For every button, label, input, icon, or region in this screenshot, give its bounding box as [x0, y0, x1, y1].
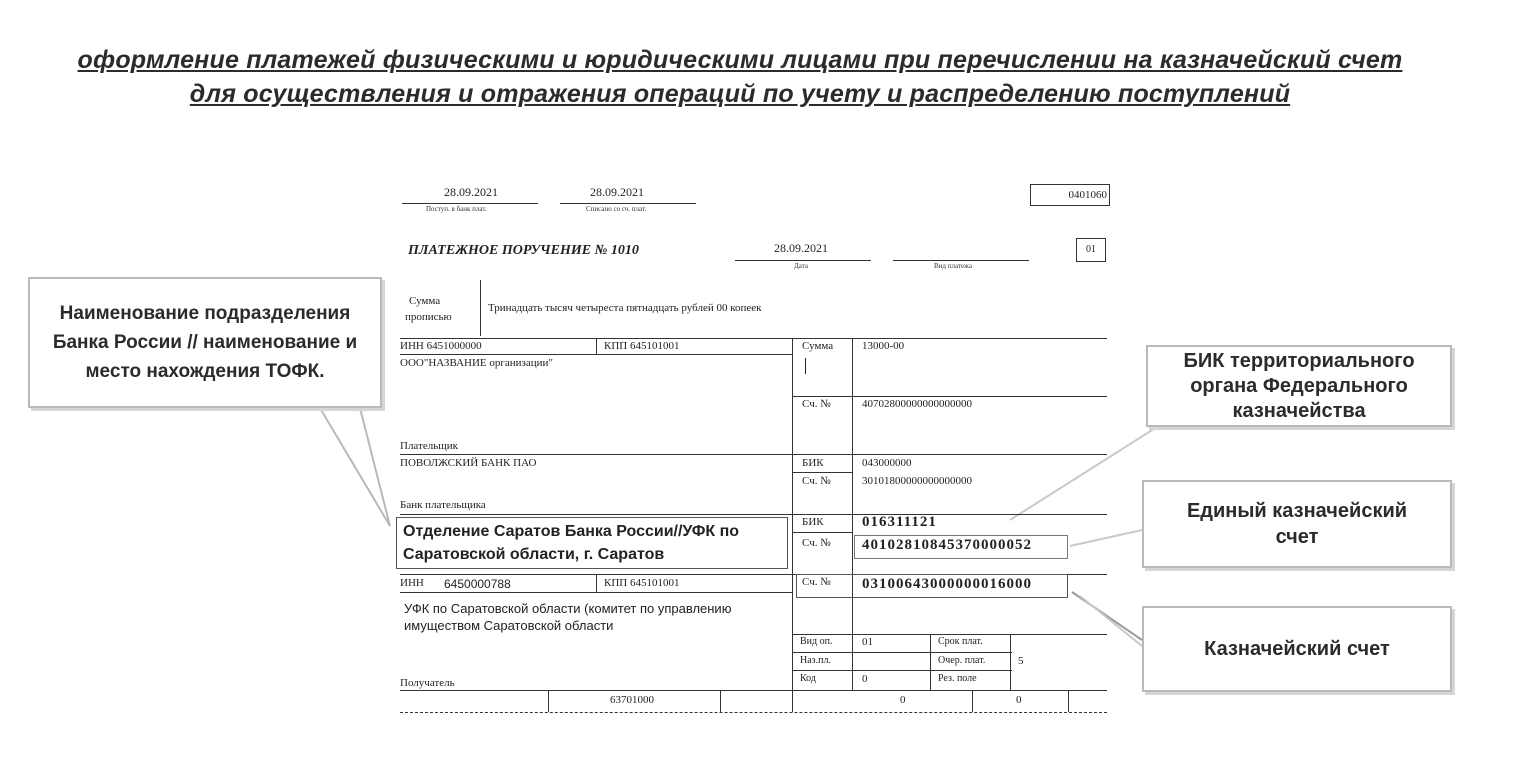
code-label: Код	[800, 673, 816, 684]
form-date: 28.09.2021	[774, 241, 828, 255]
order-value: 5	[1018, 655, 1024, 667]
purpose-code-label: Наз.пл.	[800, 655, 831, 666]
reserve-label: Рез. поле	[938, 673, 977, 684]
callout-single-account: Единый казначейский счет	[1142, 480, 1452, 568]
field-zero-1: 0	[900, 694, 906, 706]
payer-kpp: КПП 645101001	[604, 340, 680, 352]
recipient-account-label: Сч. №	[802, 576, 831, 588]
op-type: 01	[862, 636, 873, 648]
status-code: 01	[1076, 238, 1106, 262]
sum-value: 13000-00	[862, 340, 905, 352]
callout-bik-tofk: БИК территориального органа Федерального казначейства	[1146, 345, 1452, 427]
op-type-label: Вид оп.	[800, 636, 833, 647]
callout-tofk: Наименование подразделения Банка России // наименование и место нахождения ТОФК.	[28, 277, 382, 408]
form-date-label: Дата	[794, 262, 808, 270]
recipient-corr-account: 40102810845370000052	[862, 537, 1032, 553]
recipient-bik: 016311121	[862, 514, 937, 530]
recipient-corr-account-label: Сч. №	[802, 537, 831, 549]
sum-words-label-2: прописью	[405, 311, 452, 323]
deadline-label: Срок плат.	[938, 636, 983, 647]
order-label: Очер. плат.	[938, 655, 986, 666]
payer-bik-label: БИК	[802, 457, 824, 469]
payer-corr-account: 30101800000000000000	[862, 475, 972, 487]
date-debited: 28.09.2021	[590, 185, 644, 199]
recipient-label: Получатель	[400, 677, 455, 689]
form-code: 0401060	[1030, 184, 1110, 206]
sum-words: Тринадцать тысяч четыреста пятнадцать рублей 00 копеек	[488, 302, 762, 314]
heading-line-2: для осуществления и отражения операций по учету и распределению поступлений	[189, 80, 1291, 108]
payer-account: 40702800000000000000	[862, 398, 972, 410]
payer-corr-account-label: Сч. №	[802, 475, 831, 487]
single-account-pointer	[1070, 530, 1142, 546]
recipient-account: 03100643000000016000	[862, 576, 1032, 592]
payment-type-label: Вид платежа	[934, 262, 973, 270]
field-zero-2: 0	[1016, 694, 1022, 706]
recipient-inn: 6450000788	[444, 577, 511, 591]
date-debited-label: Списано со сч. плат.	[586, 205, 647, 213]
heading-line-1: оформление платежей физическими и юридическими лицами при перечислении на казначейский счет	[77, 46, 1403, 74]
recipient-inn-label: ИНН	[400, 577, 424, 589]
form-title: ПЛАТЕЖНОЕ ПОРУЧЕНИЕ № 1010	[408, 243, 639, 258]
payer-label: Плательщик	[400, 440, 458, 452]
payer-inn: ИНН 6451000000	[400, 340, 482, 352]
date-received-label: Поступ. в банк плат.	[426, 205, 487, 213]
tofk-callout-tail	[320, 408, 390, 526]
payer-bank-label: Банк плательщика	[400, 499, 486, 511]
recipient-kpp: КПП 645101001	[604, 577, 680, 589]
sum-label: Сумма	[802, 340, 834, 352]
recipient-bank: Отделение Саратов Банка России//УФК по Саратовской области, г. Саратов	[396, 517, 788, 569]
code-value: 0	[862, 673, 868, 685]
payer-bik: 043000000	[862, 457, 912, 469]
callout-treasury-account: Казначейский счет	[1142, 606, 1452, 692]
payer-bank: ПОВОЛЖСКИЙ БАНК ПАО	[400, 457, 537, 469]
payer-account-label: Сч. №	[802, 398, 831, 410]
sum-words-label-1: Сумма	[409, 295, 441, 307]
recipient-name: УФК по Саратовской области (комитет по управлению имуществом Саратовской области	[404, 601, 732, 633]
text-cursor	[805, 358, 806, 374]
oktmo: 63701000	[610, 694, 654, 706]
payer-name: ООО"НАЗВАНИЕ организации"	[400, 357, 553, 369]
treasury-account-pointer	[1072, 592, 1142, 640]
bik-pointer	[1010, 425, 1160, 520]
recipient-bik-label: БИК	[802, 516, 824, 528]
date-received: 28.09.2021	[444, 185, 498, 199]
